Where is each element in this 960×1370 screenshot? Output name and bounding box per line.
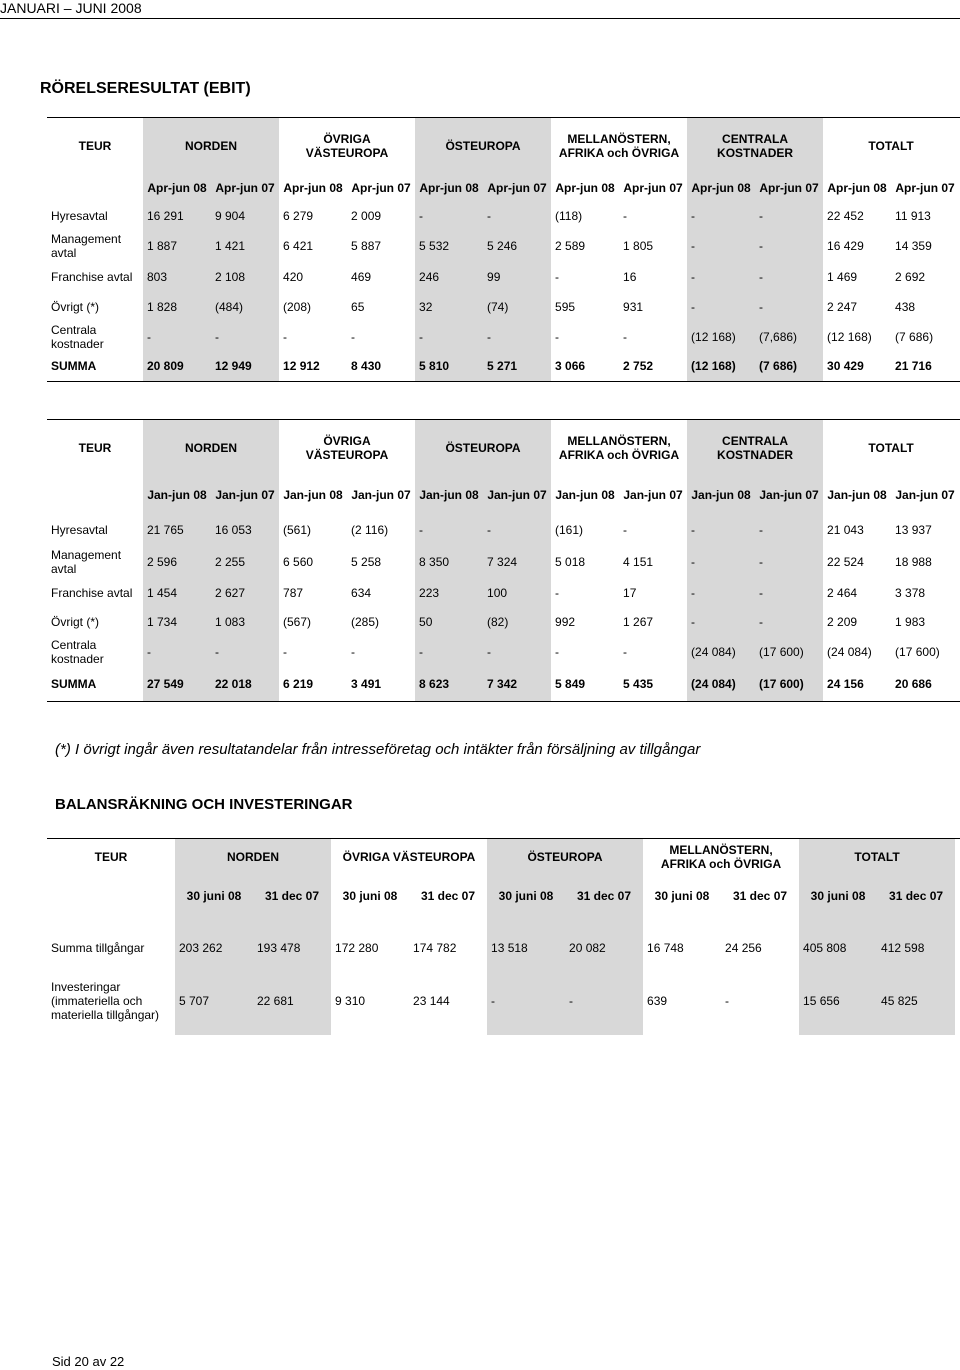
table-cell: 6 421 (283, 238, 314, 253)
period-header: Apr-jun 07 (351, 180, 411, 195)
table-cell: - (687, 608, 755, 636)
period-header: Apr-jun 07 (895, 180, 955, 195)
table-cell: 420 (283, 269, 304, 284)
footnote: (*) I övrigt ingår även resultatandelar från intresseföretag och intäkter från försäljning av tillgångar (55, 741, 701, 758)
row-label: Hyresavtal (51, 208, 108, 223)
table-cell: 5 018 (555, 554, 586, 569)
period-header: Jan-jun 08 (415, 476, 483, 514)
period-header: Jan-jun 07 (755, 476, 823, 514)
period-header: 30 juni 08 (342, 888, 398, 903)
table-cell: 2 255 (211, 546, 279, 578)
table-cell: 21 765 (143, 514, 211, 546)
table-cell: - (623, 644, 628, 659)
table-cell: 223 (415, 578, 483, 608)
period-header: Jan-jun 07 (483, 476, 551, 514)
table-cell: - (755, 608, 823, 636)
group-header: ÖSTEUROPA (487, 839, 643, 875)
row-label: Management avtal (51, 231, 122, 260)
table-cell: - (687, 578, 755, 608)
table-cell: 2 464 (827, 585, 858, 600)
period-header: Jan-jun 07 (895, 487, 955, 502)
table-cell: (7 686) (895, 329, 934, 344)
group-header: ÖVRIGA VÄSTEUROPA (279, 420, 415, 476)
table-cell: 14 359 (895, 238, 932, 253)
group-header: TEUR (47, 118, 143, 174)
period-header: Apr-jun 07 (211, 174, 279, 202)
page-footer: Sid 20 av 22 (52, 1354, 125, 1369)
table-row (47, 929, 960, 967)
table-cell: 2 009 (351, 208, 382, 223)
table-cell: - (555, 269, 560, 284)
table-cell: - (687, 514, 755, 546)
table-cell: 1 469 (827, 269, 858, 284)
table-cell: 16 (623, 269, 637, 284)
row-label: Franchise avtal (51, 585, 133, 600)
table-cell: 634 (351, 585, 372, 600)
table-cell: - (565, 967, 643, 1035)
group-header: MELLANÖSTERN, AFRIKA och ÖVRIGA (643, 839, 799, 875)
table-cell: 45 825 (877, 967, 955, 1035)
table-cell: 99 (483, 262, 551, 292)
table-cell: - (483, 636, 551, 668)
table-cell: - (415, 322, 483, 352)
table-cell: - (687, 546, 755, 578)
period-header: Apr-jun 08 (687, 174, 755, 202)
table-cell: 6 560 (283, 554, 314, 569)
group-header: CENTRALA KOSTNADER (687, 420, 823, 476)
table-cell: (17 600) (895, 644, 940, 659)
ebit-table-h1 (47, 419, 960, 702)
table-cell: - (687, 230, 755, 262)
table-cell: - (755, 230, 823, 262)
period-header: Apr-jun 07 (483, 174, 551, 202)
period-header: Apr-jun 07 (623, 180, 683, 195)
table-cell: 3 378 (895, 585, 926, 600)
row-label: Centrala kostnader (51, 322, 104, 351)
table-cell: 2 108 (211, 262, 279, 292)
sum-cell: (12 168) (687, 352, 755, 382)
table-cell: 2 627 (211, 578, 279, 608)
sum-cell: 7 342 (483, 668, 551, 702)
page-title: RÖRELSERESULTAT (EBIT) (40, 80, 251, 97)
row-label: Summa tillgångar (51, 940, 145, 955)
table-cell: 20 082 (565, 929, 643, 967)
group-header: CENTRALA KOSTNADER (687, 118, 823, 174)
table-cell: 24 256 (725, 940, 762, 955)
table-cell: 1 454 (143, 578, 211, 608)
balance-table (47, 838, 960, 1035)
table-cell: - (755, 292, 823, 322)
sum-cell: (17 600) (755, 668, 823, 702)
table-cell: 203 262 (175, 929, 253, 967)
row-label: Övrigt (*) (51, 614, 99, 629)
table-cell: 1 083 (211, 608, 279, 636)
table-cell: 5 887 (351, 238, 382, 253)
table-cell: (7,686) (755, 322, 823, 352)
group-header: TEUR (47, 839, 175, 875)
table-cell: (2 116) (351, 522, 389, 537)
table-cell: 1 983 (895, 614, 926, 629)
row-label: Centrala kostnader (51, 637, 104, 666)
table-row (47, 967, 960, 1035)
table-cell: 9 310 (335, 993, 366, 1008)
table-cell: 639 (647, 993, 668, 1008)
page-header: JANUARI – JUNI 2008 (0, 0, 142, 16)
header-rule (0, 18, 960, 19)
table-row (47, 578, 960, 608)
row-label: Investeringar (immateriella och materiella tillgångar) (51, 979, 160, 1022)
period-header: Jan-jun 07 (211, 476, 279, 514)
sum-cell: 8 623 (415, 668, 483, 702)
table-cell: - (283, 644, 288, 659)
table-cell: 246 (415, 262, 483, 292)
period-header: Apr-jun 08 (827, 180, 887, 195)
table-cell: (561) (283, 522, 312, 537)
sum-cell: 12 949 (211, 352, 279, 382)
table-cell: - (755, 262, 823, 292)
period-header: Jan-jun 08 (827, 487, 887, 502)
period-header: Jan-jun 08 (283, 487, 343, 502)
table-cell: 15 656 (799, 967, 877, 1035)
period-header: 31 dec 07 (733, 888, 788, 903)
row-label: Övrigt (*) (51, 299, 99, 314)
table-cell: - (487, 967, 565, 1035)
table-cell: 1 734 (143, 608, 211, 636)
section-title: BALANSRÄKNING OCH INVESTERINGAR (55, 796, 353, 813)
group-header: TOTALT (799, 839, 955, 875)
group-header: NORDEN (175, 839, 331, 875)
sum-cell: 21 716 (891, 352, 959, 382)
table-row (47, 636, 960, 668)
period-header: 31 dec 07 (253, 875, 331, 917)
table-cell: - (755, 202, 823, 230)
table-cell: 172 280 (335, 940, 379, 955)
table-cell: - (483, 322, 551, 352)
table-cell: 1 805 (623, 238, 654, 253)
sum-cell: 8 430 (347, 352, 415, 382)
table-cell: (161) (555, 522, 584, 537)
table-cell: 174 782 (413, 940, 457, 955)
period-header: Jan-jun 07 (623, 487, 683, 502)
sum-cell: 12 912 (279, 352, 347, 382)
table-cell: - (211, 636, 279, 668)
table-cell: - (555, 585, 560, 600)
table-cell: - (483, 514, 551, 546)
table-cell: 32 (415, 292, 483, 322)
table-cell: 992 (555, 614, 576, 629)
table-cell: - (755, 578, 823, 608)
sum-cell: 3 491 (347, 668, 415, 702)
table-row (47, 202, 960, 230)
table-row (47, 292, 960, 322)
table-cell: - (687, 292, 755, 322)
table-cell: 2 596 (143, 546, 211, 578)
table-cell: 8 350 (415, 546, 483, 578)
period-header: Jan-jun 08 (555, 487, 615, 502)
table-cell: 23 144 (413, 993, 450, 1008)
table-cell: (74) (483, 292, 551, 322)
table-cell: 595 (555, 299, 576, 314)
table-cell: 2 692 (895, 269, 926, 284)
table-cell: 438 (895, 299, 916, 314)
sum-row (47, 668, 960, 702)
table-cell: 16 053 (211, 514, 279, 546)
ebit-table-q2 (47, 117, 960, 382)
sum-cell: 5 849 (551, 668, 619, 702)
table-cell: 2 589 (555, 238, 586, 253)
table-cell: - (415, 514, 483, 546)
table-cell: 13 518 (487, 929, 565, 967)
sum-cell: 6 219 (279, 668, 347, 702)
sum-cell: 24 156 (823, 668, 891, 702)
sum-cell: (24 084) (687, 668, 755, 702)
table-cell: 22 524 (827, 554, 864, 569)
table-cell: (82) (483, 608, 551, 636)
table-row (47, 262, 960, 292)
table-cell: 1 421 (211, 230, 279, 262)
group-header: NORDEN (143, 420, 279, 476)
table-cell: (118) (555, 208, 583, 223)
table-cell: 11 913 (895, 208, 931, 223)
table-cell: 17 (623, 585, 637, 600)
group-header: ÖVRIGA VÄSTEUROPA (331, 839, 487, 875)
table-cell: 6 279 (283, 208, 314, 223)
row-label: Franchise avtal (51, 269, 133, 284)
table-cell: 22 681 (253, 967, 331, 1035)
period-header: Apr-jun 08 (143, 174, 211, 202)
table-row (47, 608, 960, 636)
table-cell: 5 258 (351, 554, 382, 569)
table-cell: 16 748 (647, 940, 684, 955)
sum-cell: 3 066 (551, 352, 619, 382)
table-cell: - (143, 322, 211, 352)
table-cell: 7 324 (483, 546, 551, 578)
group-header: TEUR (47, 420, 143, 476)
table-cell: 50 (415, 608, 483, 636)
table-cell: 16 291 (143, 202, 211, 230)
table-row (47, 514, 960, 546)
table-cell: 469 (351, 269, 372, 284)
table-cell: 13 937 (895, 522, 932, 537)
table-cell: 9 904 (211, 202, 279, 230)
group-header: MELLANÖSTERN, AFRIKA och ÖVRIGA (551, 118, 687, 174)
table-cell: - (755, 514, 823, 546)
table-cell: 65 (351, 299, 365, 314)
table-cell: - (351, 329, 356, 344)
sum-cell: 2 752 (619, 352, 687, 382)
sum-cell: 30 429 (823, 352, 891, 382)
table-cell: 193 478 (253, 929, 331, 967)
period-header: 30 juni 08 (487, 875, 565, 917)
period-header: 31 dec 07 (565, 875, 643, 917)
table-row (47, 230, 960, 262)
table-cell: - (555, 329, 560, 344)
table-cell: 4 151 (623, 554, 654, 569)
period-header: Apr-jun 08 (415, 174, 483, 202)
table-cell: 803 (143, 262, 211, 292)
table-cell: (285) (351, 614, 380, 629)
row-label: Hyresavtal (51, 522, 108, 537)
table-cell: 100 (483, 578, 551, 608)
table-cell: (24 084) (827, 644, 872, 659)
table-cell: 1 267 (623, 614, 654, 629)
group-header: ÖSTEUROPA (415, 118, 551, 174)
period-header: 30 juni 08 (175, 875, 253, 917)
sum-cell: 20 809 (143, 352, 211, 382)
table-cell: - (623, 329, 628, 344)
table-cell: (17 600) (755, 636, 823, 668)
period-header: Jan-jun 08 (143, 476, 211, 514)
table-cell: 931 (623, 299, 644, 314)
table-cell: 5 532 (415, 230, 483, 262)
group-header: TOTALT (823, 420, 959, 476)
group-header: NORDEN (143, 118, 279, 174)
sum-label: SUMMA (47, 668, 143, 702)
table-cell: - (351, 644, 356, 659)
period-header: Jan-jun 08 (687, 476, 755, 514)
sum-cell: 5 271 (483, 352, 551, 382)
table-cell: - (283, 329, 288, 344)
row-label: Management avtal (51, 547, 122, 576)
group-header: ÖVRIGA VÄSTEUROPA (279, 118, 415, 174)
table-row (47, 546, 960, 578)
sum-cell: (7 686) (755, 352, 823, 382)
table-cell: (24 084) (687, 636, 755, 668)
sum-row (47, 352, 960, 382)
group-header: ÖSTEUROPA (415, 420, 551, 476)
sum-label: SUMMA (47, 352, 143, 382)
table-cell: 2 209 (827, 614, 858, 629)
table-cell: - (725, 993, 730, 1008)
group-header: MELLANÖSTERN, AFRIKA och ÖVRIGA (551, 420, 687, 476)
period-header: 30 juni 08 (799, 875, 877, 917)
period-header: 31 dec 07 (420, 888, 476, 903)
period-header: Apr-jun 08 (283, 180, 343, 195)
table-cell: - (687, 262, 755, 292)
table-cell: - (483, 202, 551, 230)
sum-cell: 5 810 (415, 352, 483, 382)
group-header: TOTALT (823, 118, 959, 174)
table-cell: 2 247 (827, 299, 858, 314)
table-row (47, 322, 960, 352)
sum-cell: 22 018 (211, 668, 279, 702)
table-cell: - (623, 208, 628, 223)
table-cell: - (143, 636, 211, 668)
sum-cell: 5 435 (619, 668, 687, 702)
table-cell: 18 988 (895, 554, 932, 569)
table-cell: 1 887 (143, 230, 211, 262)
table-cell: 405 808 (799, 929, 877, 967)
period-header: 31 dec 07 (877, 875, 955, 917)
table-cell: (567) (283, 614, 312, 629)
table-cell: (208) (283, 299, 312, 314)
table-cell: (12 168) (827, 329, 872, 344)
period-header: Apr-jun 07 (755, 174, 823, 202)
sum-cell: 27 549 (143, 668, 211, 702)
table-cell: 5 707 (175, 967, 253, 1035)
table-cell: 21 043 (827, 522, 864, 537)
table-cell: 22 452 (827, 208, 864, 223)
sum-cell: 20 686 (891, 668, 959, 702)
table-cell: - (415, 202, 483, 230)
table-cell: (484) (211, 292, 279, 322)
period-header: 30 juni 08 (654, 888, 710, 903)
table-cell: 5 246 (483, 230, 551, 262)
table-cell: (12 168) (687, 322, 755, 352)
period-header: Apr-jun 08 (555, 180, 615, 195)
table-cell: 1 828 (143, 292, 211, 322)
table-cell: 16 429 (827, 238, 864, 253)
table-cell: - (211, 322, 279, 352)
table-cell: - (687, 202, 755, 230)
table-cell: - (415, 636, 483, 668)
table-cell: 412 598 (877, 929, 955, 967)
table-cell: - (555, 644, 560, 659)
table-cell: 787 (283, 585, 304, 600)
table-cell: - (755, 546, 823, 578)
table-cell: - (623, 522, 628, 537)
period-header: Jan-jun 07 (351, 487, 411, 502)
